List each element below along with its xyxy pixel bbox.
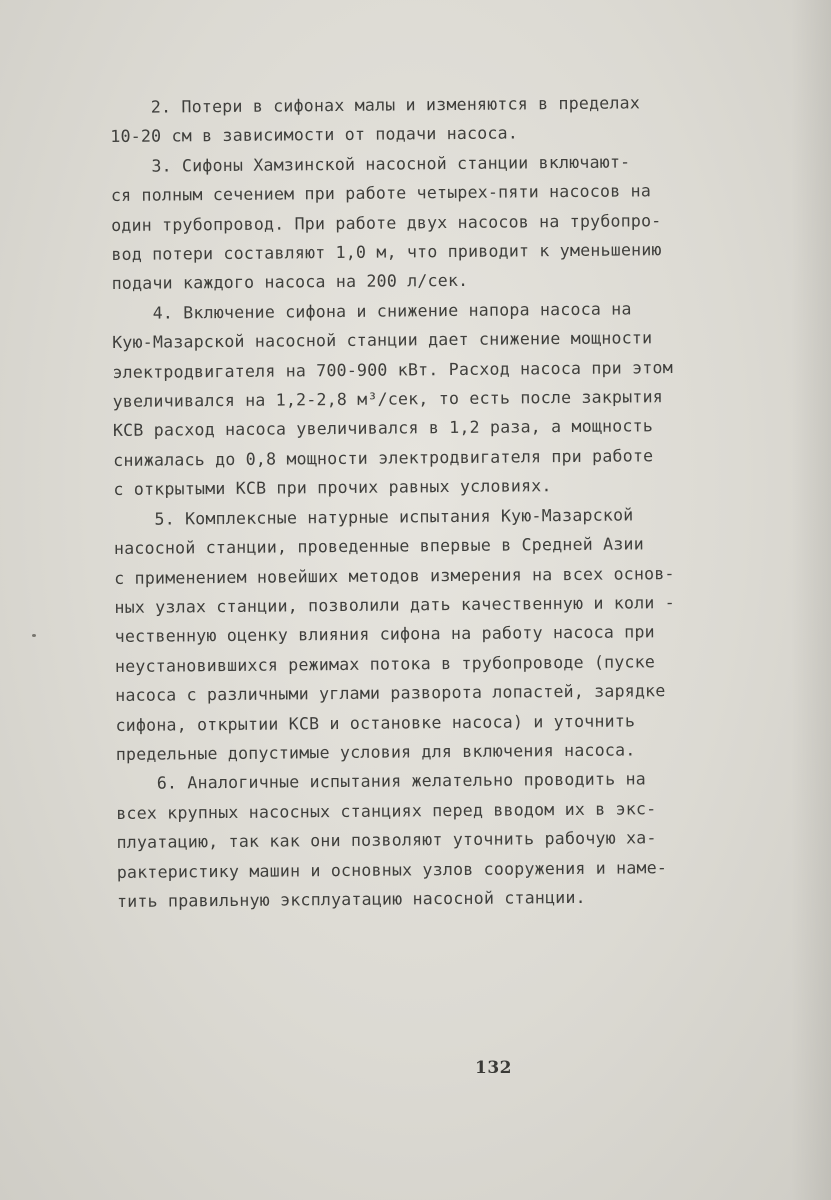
paragraph-5: [114, 499, 816, 770]
text-line: плуатацию, так как они позволяют уточнить рабочую ха-: [116, 828, 657, 853]
text-line: предельные допустимые условия для включения насоса.: [115, 740, 636, 764]
text-line: насосной станции, проведенные впервые в Средней Азии: [113, 534, 644, 559]
text-line: электродвигателя на 700-900 кВт. Расход насоса при этом: [112, 357, 673, 382]
paragraph-4: [112, 293, 814, 505]
paragraph-2: [110, 87, 810, 152]
paper-speck: [32, 634, 36, 637]
text-line: неустановившихся режимах потока в трубопроводе (пуске: [114, 651, 656, 676]
text-line: 3. Сифоны Хамзинской насосной станции включают-: [110, 152, 631, 176]
paragraph-3: [111, 146, 812, 299]
text-line: вод потери составляют 1,0 м, что приводит к уменьшению: [111, 240, 662, 265]
text-line: с применением новейших методов измерения на всех основ-: [114, 563, 675, 588]
text-line: 4. Включение сифона и снижение напора насоса на: [111, 299, 632, 323]
page-number: 132: [475, 1058, 512, 1078]
text-line: снижалась до 0,8 мощности электродвигателя при работе: [113, 446, 654, 470]
text-line: с открытыми КСВ при прочих равных условиях.: [113, 476, 552, 500]
text-line: один трубопровод. При работе двух насосов на трубопро-: [111, 210, 662, 235]
text-line: подачи каждого насоса на 200 л/сек.: [111, 271, 469, 294]
body-text: [110, 87, 817, 916]
text-line: чественную оценку влияния сифона на работу насоса при: [114, 622, 655, 647]
text-line: сифона, открытии КСВ и остановке насоса) и уточнить: [115, 710, 636, 735]
text-line: 10-20 см в зависимости от подачи насоса.: [110, 123, 519, 147]
text-line: КСВ расход насоса увеличивался в 1,2 раза, а мощность: [112, 416, 654, 441]
paragraph-6: [116, 763, 817, 916]
text-line: тить правильную эксплуатацию насосной станции.: [116, 887, 586, 911]
text-line: 2. Потери в сифонах малы и изменяются в пределах: [110, 93, 641, 117]
text-line: ся полным сечением при работе четырех-пяти насосов на: [110, 181, 652, 206]
text-line: увеличивался на 1,2-2,8 м³/сек, то есть после закрытия: [112, 387, 664, 412]
text-line: Кую-Мазарской насосной станции дает снижение мощности: [112, 328, 653, 353]
text-line: рактеристику машин и основных узлов сооружения и наме-: [116, 857, 668, 882]
text-line: 5. Комплексные натурные испытания Кую-Мазарской: [113, 505, 634, 529]
text-line: насоса с различными углами разворота лопастей, зарядке: [115, 681, 666, 706]
text-line: 6. Аналогичные испытания желательно проводить на: [115, 769, 646, 794]
text-line: ных узлах станции, позволили дать качественную и коли -: [114, 592, 676, 617]
text-line: всех крупных насосных станциях перед вводом их в экс-: [116, 799, 657, 823]
